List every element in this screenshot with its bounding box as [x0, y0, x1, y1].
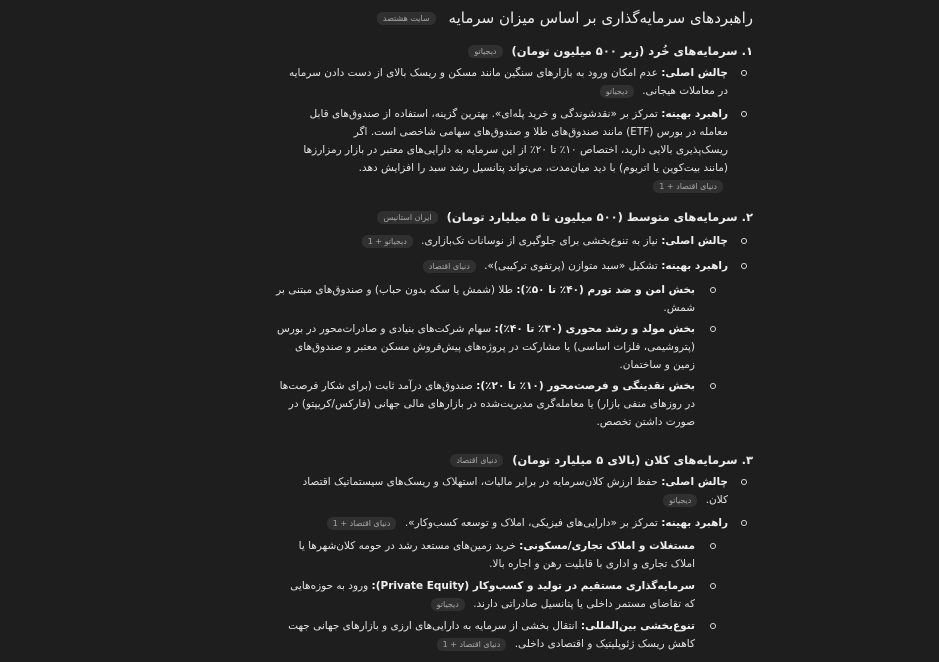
- bullet-icon: [710, 543, 716, 549]
- item-label: بخش نقدینگی و فرصت‌محور (۱۰٪ تا ۲۰٪):: [476, 380, 695, 392]
- item-label: راهبرد بهینه:: [661, 108, 728, 120]
- bullet-icon: [741, 520, 747, 526]
- item-text: سهام شرکت‌های بنیادی و صادرات‌محور در بورس (پتروشیمی، فلزات اساسی) یا مشارکت در پروژه‌های پیش‌فروش مسکن معتبر و صندوق‌های زمین و ساختمان.: [276, 323, 695, 371]
- source-chip[interactable]: دنیای اقتصاد: [423, 260, 476, 273]
- section-heading-text: ۳. سرمایه‌های کلان (بالای ۵ میلیارد تومان): [512, 453, 753, 467]
- source-chip[interactable]: دیجیاتو: [431, 598, 465, 611]
- bullet-icon: [710, 326, 716, 332]
- bullet-icon: [710, 623, 716, 629]
- source-chip[interactable]: دنیای اقتصاد + 1: [437, 638, 507, 651]
- source-chip[interactable]: دنیای اقتصاد: [450, 454, 503, 467]
- item-label: راهبرد بهینه:: [661, 517, 728, 529]
- bullet-icon: [710, 583, 716, 589]
- source-chip[interactable]: دیجیاتو: [468, 45, 502, 58]
- section-heading: [468, 42, 753, 60]
- bullet-icon: [741, 111, 747, 117]
- bullet-icon: [741, 263, 747, 269]
- bullet-icon: [710, 383, 716, 389]
- item-text: تمرکز بر «دارایی‌های فیزیکی، املاک و توسعه کسب‌وکار».: [404, 517, 662, 529]
- page-title: [377, 9, 753, 27]
- bullet-icon: [710, 287, 716, 293]
- item-label: راهبرد بهینه:: [661, 260, 728, 272]
- item-text: تشکیل «سبد متوازن (پرتفوی ترکیبی)».: [484, 260, 662, 272]
- item-label: بخش امن و ضد تورم (۴۰٪ تا ۵۰٪):: [516, 284, 695, 296]
- item-text: عدم امکان ورود به بازارهای سنگین مانند مسکن و ریسک بالای از دست دادن سرمایه در معاملات هیجانی.: [289, 67, 728, 97]
- item-text: طلا (شمش یا سکه بدون حباب) و صندوق‌های مبتنی بر شمش.: [276, 284, 695, 314]
- item-text: خرید زمین‌های مستعد رشد در حومه کلان‌شهرها یا املاک تجاری و اداری با قابلیت رهن و اجاره بالا.: [298, 540, 695, 570]
- source-chip[interactable]: دیجیاتو: [600, 85, 634, 98]
- item-text: صندوق‌های درآمد ثابت (برای شکار فرصت‌ها در روزهای منفی بازار) یا معامله‌گری مدیریت‌شده در بازارهای مالی جهانی (فارکس/کریپتو) در صورت داشتن تخصص.: [279, 380, 695, 428]
- item-label: بخش مولد و رشد محوری (۳۰٪ تا ۴۰٪):: [494, 323, 695, 335]
- item-text: تمرکز بر «نقدشوندگی و خرید پله‌ای». بهترین گزینه، استفاده از صندوق‌های قابل معامله در بورس (ETF) مانند صندوق‌های طلا و صندوق‌های سهامی شاخصی است. اگر ریسک‌پذیری بالایی دارید، اختصاص ۱۰٪ تا ۲۰٪ از این سرمایه به دارایی‌های معتبر در بازار رمزارزها (مانند بیت‌کوین یا اتریوم) با دید میان‌مدت، می‌تواند پتانسیل رشد سبد را افزایش دهد.: [303, 108, 728, 174]
- section-heading: [377, 208, 753, 226]
- item-label: چالش اصلی:: [661, 476, 728, 488]
- item-text: نیاز به تنوع‌بخشی برای جلوگیری از نوسانات تک‌بازاری.: [421, 235, 662, 247]
- section-heading-text: ۱. سرمایه‌های خُرد (زیر ۵۰۰ میلیون تومان): [511, 44, 753, 58]
- section-heading: [450, 451, 753, 469]
- section-heading-text: ۲. سرمایه‌های متوسط (۵۰۰ میلیون تا ۵ میلیارد تومان): [446, 210, 753, 224]
- bullet-icon: [741, 70, 747, 76]
- item-text: انتقال بخشی از سرمایه به دارایی‌های ارزی و بازارهای جهانی جهت کاهش ریسک ژئوپلیتیک و اقتصادی داخلی.: [288, 620, 695, 650]
- source-chip[interactable]: دیجیاتو: [663, 494, 697, 507]
- item-label: چالش اصلی:: [661, 67, 728, 79]
- item-text: ورود به حوزه‌هایی که تقاضای مستمر داخلی یا پتانسیل صادراتی دارند.: [290, 580, 695, 610]
- bullet-icon: [741, 238, 747, 244]
- title-text: راهبردهای سرمایه‌گذاری بر اساس میزان سرمایه: [448, 9, 753, 27]
- source-chip[interactable]: دنیای اقتصاد + 1: [653, 180, 723, 193]
- item-text: حفظ ارزش کلان‌سرمایه در برابر مالیات، استهلاک و ریسک‌های سیستماتیک اقتصاد کلان.: [302, 476, 728, 506]
- source-chip[interactable]: ایران استانیس: [377, 211, 437, 224]
- source-chip[interactable]: سایت هشتصد: [377, 12, 436, 25]
- source-chip[interactable]: دیجیاتو + 1: [362, 235, 413, 248]
- source-chip[interactable]: دنیای اقتصاد + 1: [327, 517, 397, 530]
- item-label: سرمایه‌گذاری مستقیم در تولید و کسب‌وکار (Private Equity):: [371, 580, 695, 592]
- bullet-icon: [741, 479, 747, 485]
- item-label: تنوع‌بخشی بین‌المللی:: [580, 620, 695, 632]
- item-label: چالش اصلی:: [661, 235, 728, 247]
- item-label: مستغلات و املاک تجاری/مسکونی:: [519, 540, 695, 552]
